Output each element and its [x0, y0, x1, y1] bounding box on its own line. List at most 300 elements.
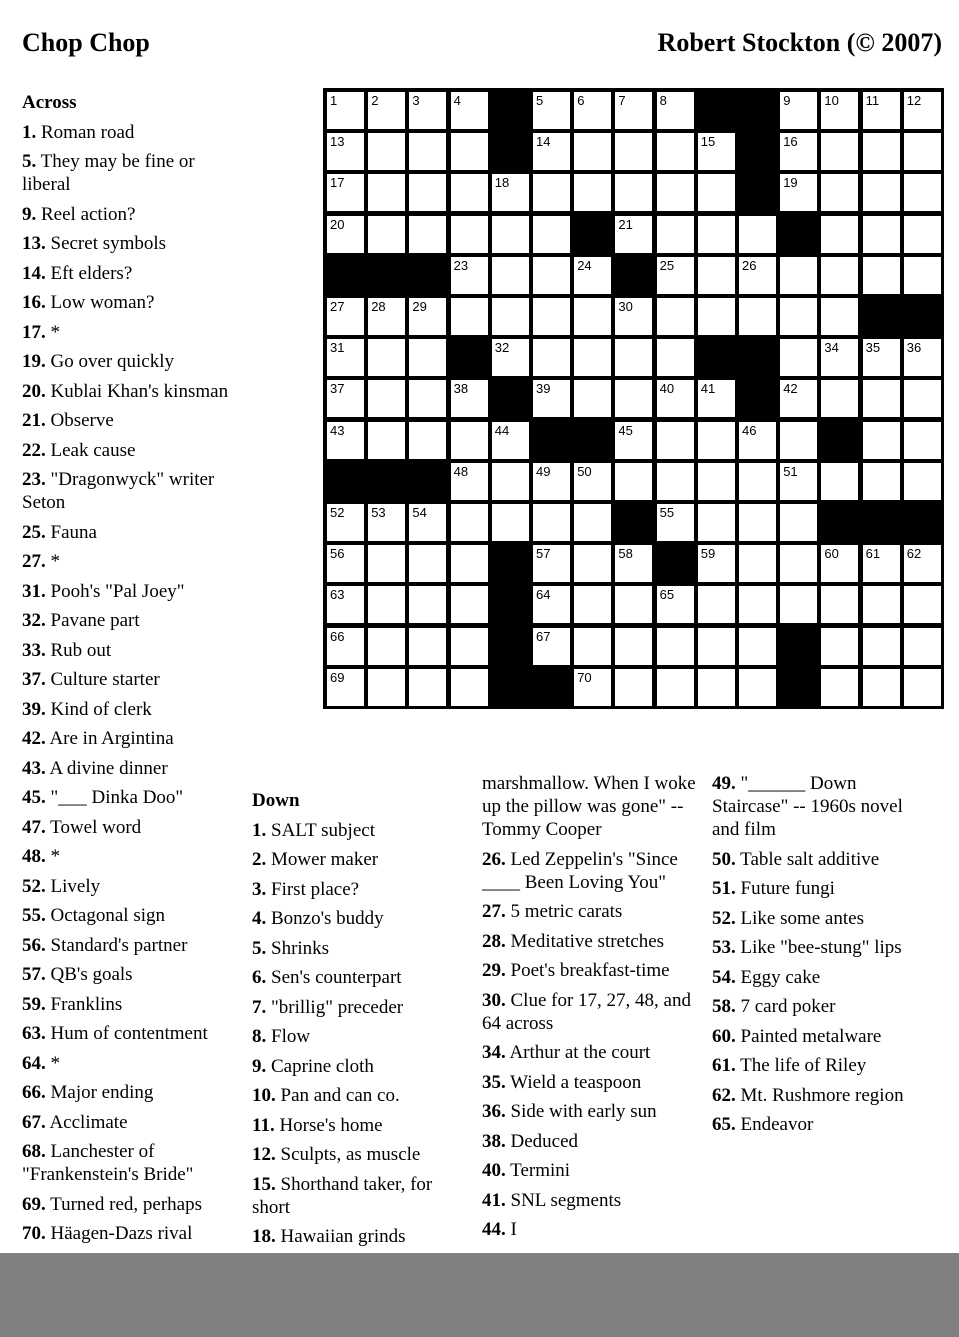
clue-number: 57.	[22, 964, 46, 985]
clue-item	[22, 816, 242, 839]
clue-number: 67.	[22, 1111, 46, 1133]
grid-cell[interactable]	[533, 586, 570, 623]
clue-number: 64.	[22, 1052, 46, 1074]
grid-cell[interactable]	[863, 257, 900, 294]
grid-cell[interactable]	[574, 545, 611, 582]
grid-block	[698, 92, 735, 129]
grid-cell[interactable]	[821, 298, 858, 335]
cell-number: 52	[330, 505, 345, 520]
clue-number: 59.	[22, 993, 46, 1015]
grid-cell[interactable]	[780, 586, 817, 623]
grid-cell[interactable]	[739, 545, 776, 582]
grid-cell[interactable]	[821, 380, 858, 417]
cell-number: 14	[536, 134, 551, 150]
clue-item	[252, 1225, 467, 1248]
grid-cell[interactable]	[327, 504, 364, 541]
grid-cell[interactable]	[904, 92, 941, 129]
grid-cell[interactable]	[698, 669, 735, 706]
grid-cell[interactable]	[780, 463, 817, 500]
grid-cell[interactable]	[904, 586, 941, 623]
grid-cell[interactable]	[451, 257, 488, 294]
clue-text: Poet's breakfast-time	[510, 960, 670, 981]
grid-cell[interactable]	[863, 380, 900, 417]
clue-text: Future fungi	[740, 878, 835, 899]
grid-cell[interactable]	[739, 669, 776, 706]
clue-number: 9.	[22, 203, 37, 225]
grid-cell[interactable]	[368, 545, 405, 582]
grid-cell[interactable]	[574, 133, 611, 170]
grid-cell[interactable]	[533, 92, 570, 129]
grid-cell[interactable]	[368, 133, 405, 170]
grid-cell[interactable]	[409, 504, 446, 541]
grid-cell[interactable]	[904, 463, 941, 500]
grid-cell[interactable]	[409, 339, 446, 376]
clue-text: Termini	[510, 1160, 571, 1181]
clue-item	[712, 1054, 927, 1077]
grid-cell[interactable]	[821, 133, 858, 170]
grid-cell[interactable]	[657, 628, 694, 665]
grid-cell[interactable]	[574, 628, 611, 665]
grid-cell[interactable]	[780, 174, 817, 211]
clue-number: 16.	[22, 292, 46, 313]
grid-cell[interactable]	[409, 545, 446, 582]
grid-cell[interactable]	[780, 545, 817, 582]
grid-cell[interactable]	[574, 586, 611, 623]
clue-item	[252, 907, 467, 930]
grid-cell[interactable]	[615, 339, 652, 376]
grid-cell[interactable]	[657, 339, 694, 376]
grid-cell[interactable]	[863, 463, 900, 500]
cell-number: 53	[371, 505, 386, 520]
clue-item	[22, 439, 242, 462]
clue-item	[22, 380, 242, 403]
cell-number: 36	[906, 340, 922, 356]
grid-cell[interactable]	[368, 92, 405, 129]
grid-cell[interactable]	[904, 339, 941, 376]
clue-text: Side with early sun	[510, 1101, 657, 1122]
grid-cell[interactable]	[904, 380, 941, 417]
grid-cell[interactable]	[904, 257, 941, 294]
grid-cell[interactable]	[904, 669, 941, 706]
across-clues	[22, 91, 242, 1253]
grid-cell[interactable]	[657, 216, 694, 253]
cell-number: 66	[330, 628, 345, 644]
grid-cell[interactable]	[327, 133, 364, 170]
clue-number: 33.	[22, 639, 46, 661]
grid-cell[interactable]	[698, 174, 735, 211]
clue-item	[22, 1222, 242, 1245]
grid-cell[interactable]	[698, 257, 735, 294]
grid-cell[interactable]	[739, 216, 776, 253]
grid-cell[interactable]	[615, 380, 652, 417]
clue-number: 1.	[22, 121, 37, 143]
clue-text: Are in Argintina	[49, 728, 174, 749]
grid-cell[interactable]	[821, 669, 858, 706]
grid-block	[698, 339, 735, 376]
grid-cell[interactable]	[821, 257, 858, 294]
clue-item	[22, 121, 242, 144]
grid-cell[interactable]	[492, 174, 529, 211]
grid-block	[368, 463, 405, 500]
cell-number: 27	[330, 299, 345, 314]
grid-cell[interactable]	[492, 463, 529, 500]
clue-number: 69.	[22, 1193, 46, 1215]
clue-item	[22, 727, 242, 750]
grid-cell[interactable]	[780, 380, 817, 417]
grid-cell[interactable]	[657, 586, 694, 623]
grid-cell[interactable]	[409, 380, 446, 417]
clue-number: 38.	[482, 1130, 506, 1152]
clue-item	[252, 878, 467, 901]
grid-cell[interactable]	[739, 298, 776, 335]
clue-number: 14.	[22, 262, 46, 284]
grid-cell[interactable]	[657, 133, 694, 170]
grid-cell[interactable]	[780, 92, 817, 129]
grid-cell[interactable]	[657, 92, 694, 129]
grid-cell[interactable]	[904, 628, 941, 665]
cell-number: 64	[536, 587, 551, 603]
grid-cell[interactable]	[368, 669, 405, 706]
cell-number: 45	[618, 422, 633, 438]
clue-item	[22, 757, 242, 780]
grid-cell[interactable]	[327, 174, 364, 211]
grid-cell[interactable]	[657, 174, 694, 211]
clue-number: 48.	[22, 846, 46, 867]
grid-cell[interactable]	[492, 422, 529, 459]
grid-cell[interactable]	[821, 628, 858, 665]
grid-cell[interactable]	[492, 504, 529, 541]
clue-number: 25.	[22, 521, 46, 543]
grid-cell[interactable]	[327, 628, 364, 665]
grid-cell[interactable]	[368, 339, 405, 376]
grid-cell[interactable]	[451, 586, 488, 623]
grid-cell[interactable]	[327, 380, 364, 417]
clue-number: 66.	[22, 1082, 46, 1103]
grid-cell[interactable]	[492, 339, 529, 376]
clue-item	[22, 993, 242, 1016]
grid-block	[739, 174, 776, 211]
clue-text: Culture starter	[50, 669, 160, 690]
cell-number: 26	[742, 257, 757, 273]
grid-cell[interactable]	[327, 298, 364, 335]
clue-item	[22, 521, 242, 544]
clue-text: Flow	[271, 1026, 311, 1047]
clue-text: Wield a teaspoon	[510, 1071, 642, 1093]
grid-cell[interactable]	[615, 174, 652, 211]
clue-text: First place?	[271, 878, 360, 900]
grid-cell[interactable]	[863, 422, 900, 459]
clue-item	[712, 877, 927, 900]
grid-cell[interactable]	[780, 257, 817, 294]
cell-number: 67	[536, 628, 551, 644]
cell-number: 48	[453, 463, 469, 479]
clue-item	[252, 1025, 467, 1048]
grid-cell[interactable]	[698, 463, 735, 500]
grid-cell[interactable]	[821, 174, 858, 211]
grid-cell[interactable]	[327, 545, 364, 582]
grid-cell[interactable]	[327, 339, 364, 376]
grid-cell[interactable]	[657, 504, 694, 541]
grid-cell[interactable]	[615, 92, 652, 129]
grid-cell[interactable]	[492, 257, 529, 294]
grid-cell[interactable]	[739, 257, 776, 294]
clue-number: 58.	[712, 996, 736, 1017]
cell-number: 5	[536, 93, 544, 108]
grid-cell[interactable]	[368, 586, 405, 623]
grid-cell[interactable]	[657, 298, 694, 335]
cell-number: 69	[330, 669, 345, 685]
grid-cell[interactable]	[698, 504, 735, 541]
clue-text: "______ Down Staircase" -- 1960s novel and film	[712, 773, 903, 840]
grid-cell[interactable]	[863, 133, 900, 170]
grid-cell[interactable]	[574, 339, 611, 376]
down-clues-column-3	[712, 772, 927, 1253]
clue-number: 60.	[712, 1025, 736, 1047]
clue-number: 11.	[252, 1114, 275, 1136]
grid-cell[interactable]	[327, 92, 364, 129]
down-clues-column-2	[482, 772, 697, 1253]
grid-cell[interactable]	[409, 586, 446, 623]
grid-cell[interactable]	[574, 298, 611, 335]
grid-cell[interactable]	[904, 545, 941, 582]
grid-cell[interactable]	[698, 422, 735, 459]
clue-item	[22, 963, 242, 986]
grid-cell[interactable]	[863, 174, 900, 211]
grid-cell[interactable]	[698, 216, 735, 253]
grid-cell[interactable]	[574, 380, 611, 417]
grid-cell[interactable]	[533, 545, 570, 582]
clue-item	[22, 409, 242, 432]
grid-cell[interactable]	[904, 216, 941, 253]
grid-block	[492, 669, 529, 706]
grid-cell[interactable]	[327, 669, 364, 706]
grid-cell[interactable]	[615, 669, 652, 706]
grid-cell[interactable]	[657, 257, 694, 294]
clue-number: 17.	[22, 321, 46, 343]
clue-number: 36.	[482, 1101, 506, 1122]
grid-cell[interactable]	[698, 298, 735, 335]
clue-number: 50.	[712, 848, 736, 870]
grid-block	[574, 422, 611, 459]
grid-cell[interactable]	[409, 298, 446, 335]
grid-cell[interactable]	[863, 216, 900, 253]
clue-text: They may be fine or liberal	[22, 151, 195, 195]
cell-number: 62	[906, 546, 922, 562]
grid-cell[interactable]	[533, 628, 570, 665]
grid-cell[interactable]	[574, 257, 611, 294]
grid-cell[interactable]	[368, 174, 405, 211]
cell-number: 16	[783, 134, 798, 150]
grid-cell[interactable]	[451, 628, 488, 665]
grid-cell[interactable]	[368, 298, 405, 335]
clue-item	[252, 819, 467, 842]
grid-cell[interactable]	[451, 545, 488, 582]
clue-number: 13.	[22, 233, 46, 254]
grid-cell[interactable]	[492, 298, 529, 335]
clue-number: 44.	[482, 1219, 506, 1240]
grid-cell[interactable]	[574, 669, 611, 706]
clue-item	[22, 1081, 242, 1104]
grid-cell[interactable]	[615, 586, 652, 623]
grid-cell[interactable]	[780, 298, 817, 335]
grid-cell[interactable]	[698, 380, 735, 417]
clue-item	[712, 995, 927, 1018]
clue-text: 5 metric carats	[510, 901, 623, 922]
grid-cell[interactable]	[657, 380, 694, 417]
grid-cell[interactable]	[698, 586, 735, 623]
grid-cell[interactable]	[533, 463, 570, 500]
grid-cell[interactable]	[698, 628, 735, 665]
grid-block	[821, 422, 858, 459]
grid-cell[interactable]	[451, 422, 488, 459]
grid-cell[interactable]	[368, 628, 405, 665]
grid-cell[interactable]	[451, 92, 488, 129]
grid-cell[interactable]	[533, 298, 570, 335]
grid-block	[615, 257, 652, 294]
cell-number: 38	[453, 381, 469, 397]
grid-cell[interactable]	[821, 545, 858, 582]
grid-cell[interactable]	[451, 133, 488, 170]
grid-cell[interactable]	[451, 463, 488, 500]
grid-cell[interactable]	[821, 586, 858, 623]
grid-cell[interactable]	[698, 545, 735, 582]
grid-cell[interactable]	[574, 463, 611, 500]
clue-number: 52.	[712, 907, 736, 929]
down-clues-column-1	[252, 789, 467, 1253]
grid-cell[interactable]	[615, 133, 652, 170]
grid-cell[interactable]	[863, 628, 900, 665]
grid-cell[interactable]	[327, 422, 364, 459]
cell-number: 60	[824, 546, 839, 562]
grid-cell[interactable]	[574, 174, 611, 211]
cell-number: 58	[618, 546, 633, 562]
grid-cell[interactable]	[451, 216, 488, 253]
grid-cell[interactable]	[533, 504, 570, 541]
grid-cell[interactable]	[657, 463, 694, 500]
grid-cell[interactable]	[904, 174, 941, 211]
grid-block	[863, 504, 900, 541]
grid-cell[interactable]	[574, 504, 611, 541]
grid-cell[interactable]	[409, 669, 446, 706]
clue-number: 47.	[22, 816, 46, 838]
grid-cell[interactable]	[657, 669, 694, 706]
grid-cell[interactable]	[863, 92, 900, 129]
grid-cell[interactable]	[780, 339, 817, 376]
cell-number: 55	[659, 505, 675, 520]
grid-block	[863, 298, 900, 335]
grid-cell[interactable]	[780, 504, 817, 541]
grid-cell[interactable]	[574, 92, 611, 129]
grid-cell[interactable]	[368, 422, 405, 459]
clue-item	[482, 959, 697, 982]
grid-cell[interactable]	[451, 298, 488, 335]
clue-item	[482, 1130, 697, 1153]
grid-cell[interactable]	[821, 92, 858, 129]
grid-cell[interactable]	[451, 669, 488, 706]
grid-cell[interactable]	[409, 92, 446, 129]
grid-cell[interactable]	[615, 628, 652, 665]
grid-cell[interactable]	[451, 380, 488, 417]
grid-cell[interactable]	[327, 586, 364, 623]
grid-cell[interactable]	[615, 422, 652, 459]
grid-cell[interactable]	[615, 545, 652, 582]
grid-cell[interactable]	[368, 216, 405, 253]
clue-number: 4.	[252, 908, 267, 929]
cell-number: 9	[783, 93, 791, 108]
grid-cell[interactable]	[533, 257, 570, 294]
grid-block	[492, 628, 529, 665]
grid-cell[interactable]	[821, 339, 858, 376]
grid-cell[interactable]	[863, 545, 900, 582]
grid-cell[interactable]	[409, 174, 446, 211]
grid-cell[interactable]	[533, 174, 570, 211]
grid-block	[739, 339, 776, 376]
grid-cell[interactable]	[409, 216, 446, 253]
grid-cell[interactable]	[657, 422, 694, 459]
grid-cell[interactable]	[409, 133, 446, 170]
clue-text: "___ Dinka Doo"	[50, 787, 184, 808]
grid-cell[interactable]	[451, 174, 488, 211]
grid-cell[interactable]	[533, 133, 570, 170]
clue-number: 23.	[22, 469, 46, 490]
cell-number: 43	[330, 422, 345, 438]
grid-cell[interactable]	[780, 133, 817, 170]
grid-cell[interactable]	[409, 628, 446, 665]
grid-block	[492, 545, 529, 582]
clue-number: 45.	[22, 787, 46, 808]
grid-cell[interactable]	[821, 216, 858, 253]
grid-cell[interactable]	[739, 463, 776, 500]
grid-cell[interactable]	[368, 380, 405, 417]
grid-cell[interactable]	[533, 380, 570, 417]
grid-cell[interactable]	[863, 586, 900, 623]
grid-cell[interactable]	[409, 422, 446, 459]
grid-cell[interactable]	[698, 133, 735, 170]
clue-text: Major ending	[50, 1082, 154, 1103]
grid-cell[interactable]	[739, 422, 776, 459]
grid-cell[interactable]	[615, 463, 652, 500]
grid-cell[interactable]	[863, 669, 900, 706]
grid-cell[interactable]	[904, 422, 941, 459]
grid-cell[interactable]	[904, 133, 941, 170]
grid-block	[780, 216, 817, 253]
cell-number: 59	[700, 546, 716, 562]
clue-number: 63.	[22, 1023, 46, 1044]
grid-cell[interactable]	[863, 339, 900, 376]
clue-item	[252, 937, 467, 960]
clue-number: 65.	[712, 1114, 736, 1135]
cell-number: 49	[536, 463, 551, 479]
grid-cell[interactable]	[739, 586, 776, 623]
grid-cell[interactable]	[739, 628, 776, 665]
grid-cell[interactable]	[368, 504, 405, 541]
grid-cell[interactable]	[615, 216, 652, 253]
clue-text: Eft elders?	[50, 262, 133, 284]
grid-cell[interactable]	[451, 504, 488, 541]
clue-number: 35.	[482, 1071, 506, 1093]
grid-cell[interactable]	[327, 216, 364, 253]
clue-number: 10.	[252, 1085, 276, 1106]
grid-cell[interactable]	[492, 216, 529, 253]
grid-cell[interactable]	[739, 504, 776, 541]
grid-cell[interactable]	[533, 216, 570, 253]
grid-cell[interactable]	[615, 298, 652, 335]
grid-cell[interactable]	[780, 422, 817, 459]
clue-text: "Dragonwyck" writer Seton	[22, 469, 215, 513]
clue-item	[252, 848, 467, 871]
grid-cell[interactable]	[533, 339, 570, 376]
grid-cell[interactable]	[821, 463, 858, 500]
